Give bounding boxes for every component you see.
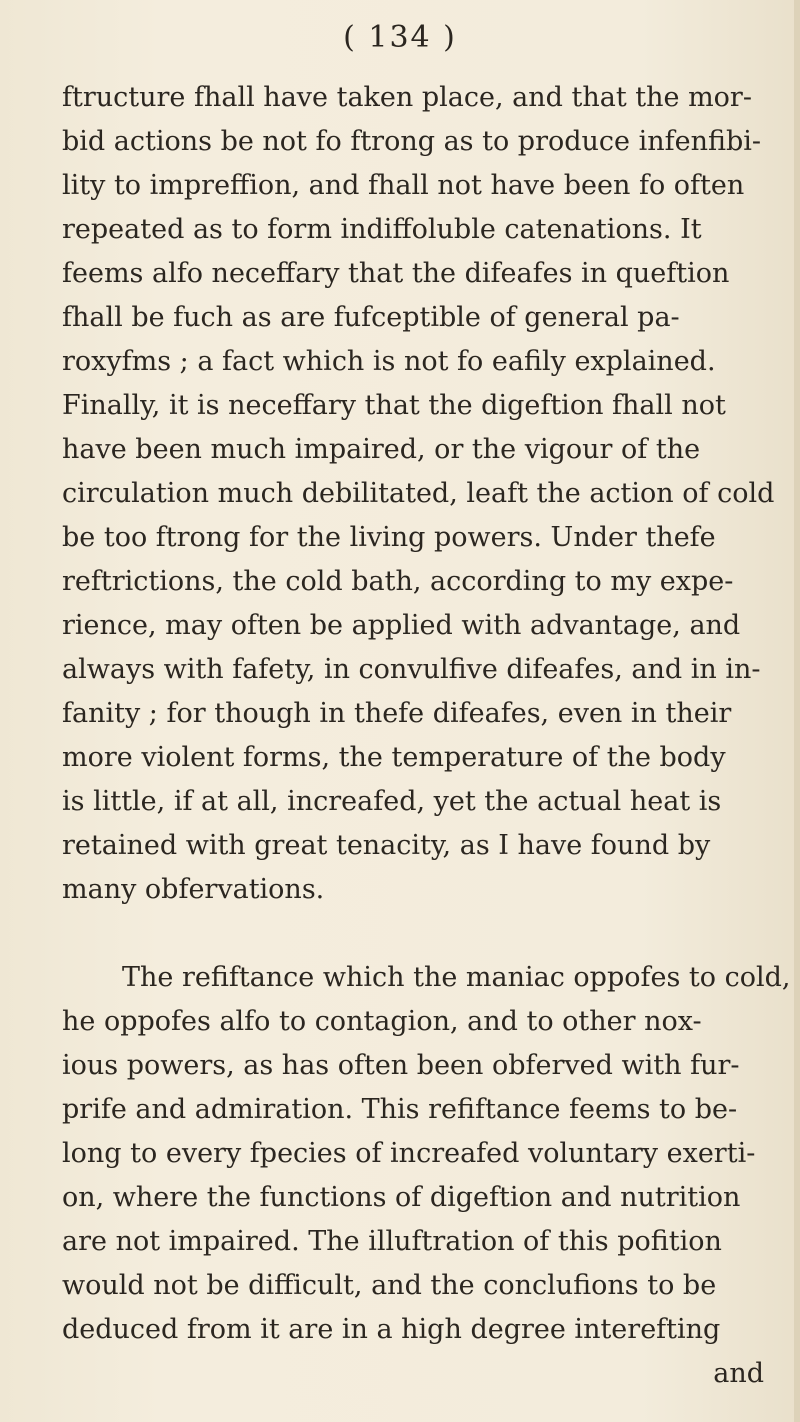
text-line: always with fafety, in convulfive difeafes, and in in- — [62, 654, 761, 685]
text-line: are not impaired. The illuftration of this pofition — [62, 1226, 722, 1257]
text-line: lity to impreffion, and fhall not have been fo often — [62, 170, 745, 201]
text-line: many obfervations. — [62, 874, 325, 905]
text-line: Finally, it is neceffary that the digeftion fhall not — [62, 390, 726, 421]
text-line: deduced from it are in a high degree interefting — [62, 1314, 721, 1345]
catchword: and — [713, 1358, 764, 1389]
text-line: feems alfo neceffary that the difeafes in queftion — [62, 258, 730, 289]
text-line: circulation much debilitated, leaft the action of cold — [62, 478, 775, 509]
text-line: prife and admiration. This refiftance feems to be- — [62, 1094, 738, 1125]
text-line: fanity ; for though in thefe difeafes, even in their — [62, 698, 732, 729]
text-line: ious powers, as has often been obferved with fur- — [62, 1050, 740, 1081]
text-line: is little, if at all, increafed, yet the actual heat is — [62, 786, 722, 817]
text-line: would not be difficult, and the conclufions to be — [62, 1270, 717, 1301]
text-line: roxyfms ; a fact which is not fo eafily explained. — [62, 346, 716, 377]
text-line: bid actions be not fo ftrong as to produce infenfibi- — [62, 126, 762, 157]
text-line: he oppofes alfo to contagion, and to other nox- — [62, 1006, 702, 1037]
text-line: more violent forms, the temperature of the body — [62, 742, 726, 773]
text-line: reftrictions, the cold bath, according to my expe- — [62, 566, 734, 597]
text-line: retained with great tenacity, as I have found by — [62, 830, 711, 861]
text-line: ftructure fhall have taken place, and that the mor- — [62, 82, 752, 113]
text-line: have been much impaired, or the vigour of the — [62, 434, 701, 465]
text-line: long to every fpecies of increafed voluntary exerti- — [62, 1138, 756, 1169]
text-line: rience, may often be applied with advantage, and — [62, 610, 741, 641]
page-number-header: ( 134 ) — [343, 20, 457, 55]
text-line: fhall be fuch as are fufceptible of general pa- — [62, 302, 680, 333]
text-line: on, where the functions of digeftion and nutrition — [62, 1182, 741, 1213]
text-line: The refiftance which the maniac oppofes to cold, — [122, 962, 791, 993]
text-line: repeated as to form indiffoluble catenations. It — [62, 214, 702, 245]
text-line: be too ftrong for the living powers. Under thefe — [62, 522, 716, 553]
